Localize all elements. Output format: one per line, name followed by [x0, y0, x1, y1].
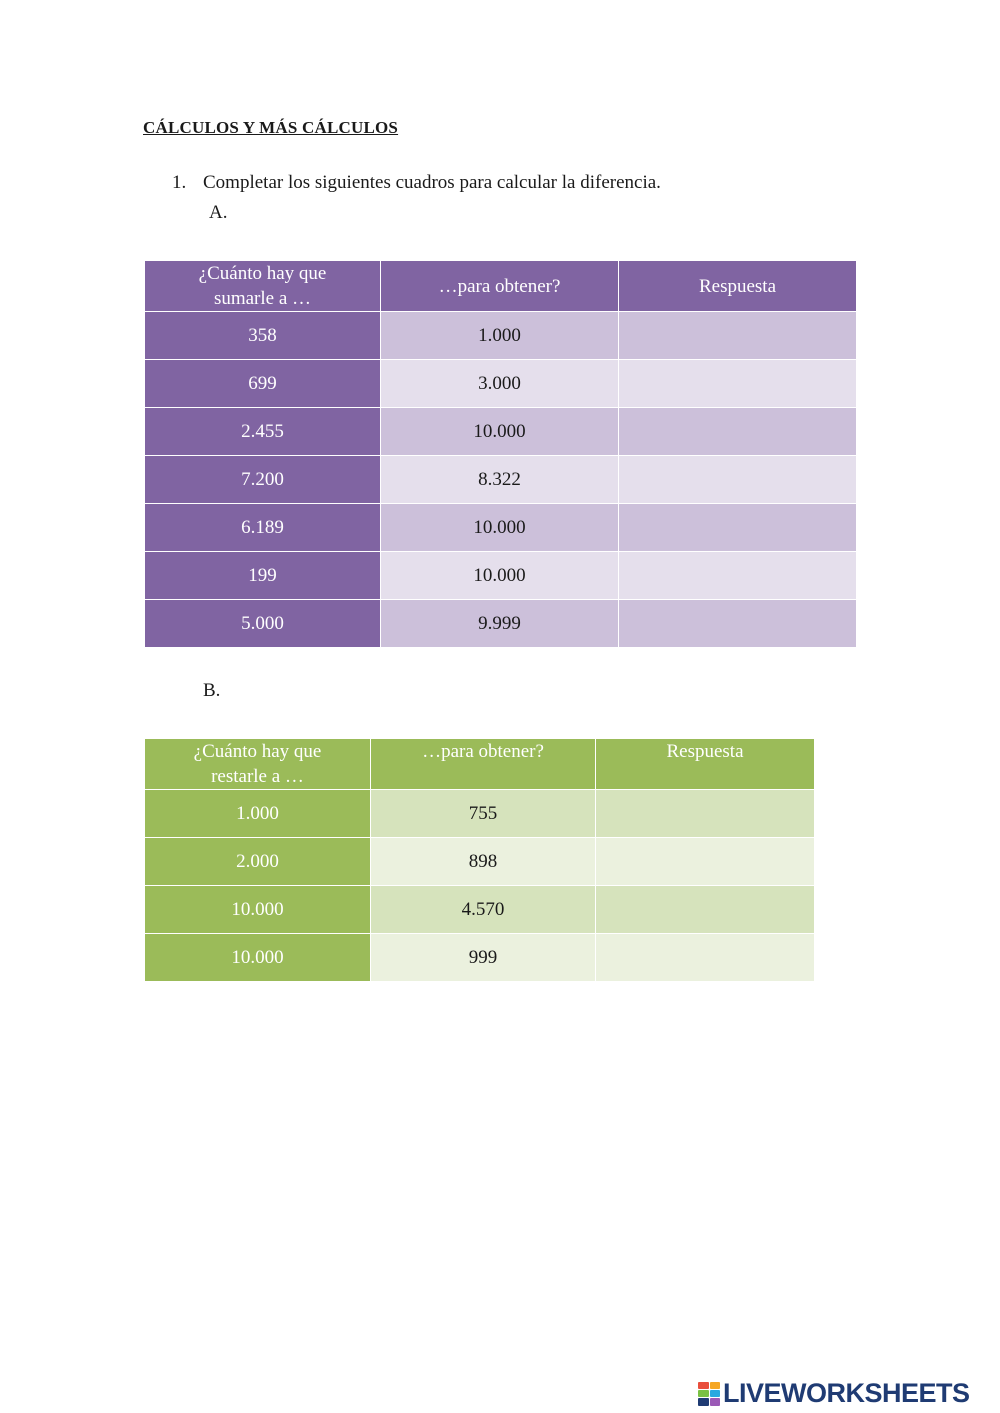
liveworksheets-logo-icon	[698, 1382, 720, 1406]
answer-cell[interactable]	[596, 838, 815, 886]
table-row	[145, 360, 857, 408]
target-cell: 8.322	[381, 456, 619, 504]
answer-cell[interactable]	[619, 408, 857, 456]
base-cell: 7.200	[145, 456, 381, 504]
header-answer: Respuesta	[596, 739, 815, 790]
base-cell: 10.000	[145, 886, 371, 934]
table-row	[145, 312, 857, 360]
base-cell: 358	[145, 312, 381, 360]
table-header-row	[145, 261, 857, 312]
answer-cell[interactable]	[619, 456, 857, 504]
table-row	[145, 886, 815, 934]
answer-cell[interactable]	[619, 312, 857, 360]
answer-cell[interactable]	[619, 504, 857, 552]
base-cell: 2.455	[145, 408, 381, 456]
logo-text: LIVEWORKSHEETS	[723, 1378, 970, 1408]
answer-cell[interactable]	[619, 552, 857, 600]
target-cell: 9.999	[381, 600, 619, 648]
target-cell: 1.000	[381, 312, 619, 360]
target-cell: 10.000	[381, 408, 619, 456]
target-cell: 898	[371, 838, 596, 886]
table-row	[145, 790, 815, 838]
instruction-text: Completar los siguientes cuadros para calcular la diferencia.	[203, 172, 661, 193]
table-row	[145, 838, 815, 886]
target-cell: 999	[371, 934, 596, 982]
table-row	[145, 600, 857, 648]
table-row	[145, 408, 857, 456]
base-cell: 1.000	[145, 790, 371, 838]
table-row	[145, 456, 857, 504]
answer-cell[interactable]	[619, 360, 857, 408]
target-cell: 10.000	[381, 552, 619, 600]
header-target: …para obtener?	[381, 261, 619, 312]
subtraction-table	[144, 738, 815, 982]
answer-cell[interactable]	[619, 600, 857, 648]
section-b-label: B.	[203, 680, 221, 701]
answer-cell[interactable]	[596, 886, 815, 934]
base-cell: 2.000	[145, 838, 371, 886]
header-target: …para obtener?	[371, 739, 596, 790]
page-title: CÁLCULOS Y MÁS CÁLCULOS	[143, 118, 399, 137]
addition-table	[144, 260, 857, 648]
base-cell: 5.000	[145, 600, 381, 648]
answer-cell[interactable]	[596, 790, 815, 838]
target-cell: 755	[371, 790, 596, 838]
instruction-number: 1.	[172, 172, 187, 193]
target-cell: 3.000	[381, 360, 619, 408]
section-a-label: A.	[209, 202, 228, 223]
header-base: ¿Cuánto hay que restarle a …	[145, 739, 371, 790]
base-cell: 699	[145, 360, 381, 408]
base-cell: 199	[145, 552, 381, 600]
answer-cell[interactable]	[596, 934, 815, 982]
table-row	[145, 934, 815, 982]
table-row	[145, 552, 857, 600]
instruction	[172, 172, 661, 194]
base-cell: 10.000	[145, 934, 371, 982]
target-cell: 10.000	[381, 504, 619, 552]
target-cell: 4.570	[371, 886, 596, 934]
table-header-row	[145, 739, 815, 790]
header-base: ¿Cuánto hay que sumarle a …	[145, 261, 381, 312]
liveworksheets-logo	[698, 1378, 970, 1409]
base-cell: 6.189	[145, 504, 381, 552]
table-row	[145, 504, 857, 552]
header-answer: Respuesta	[619, 261, 857, 312]
